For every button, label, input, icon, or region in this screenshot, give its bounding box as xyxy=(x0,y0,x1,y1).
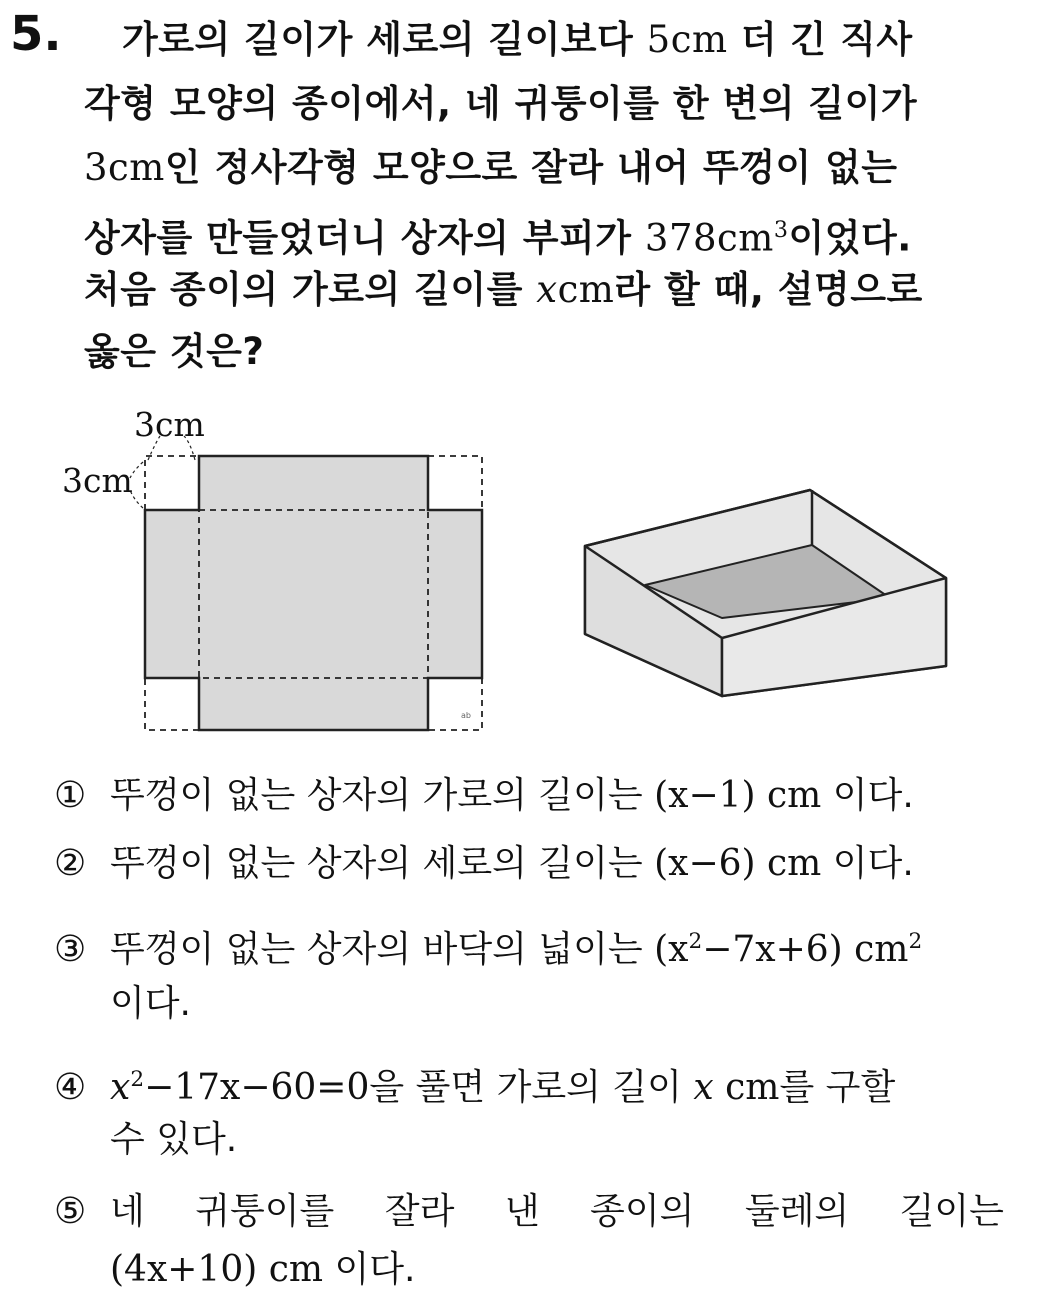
option-4-continued: 수 있다. xyxy=(110,1119,238,1160)
option-5-continued: (4x+10) cm 이다. xyxy=(110,1249,416,1290)
option-1[interactable]: ① 뚜껑이 없는 상자의 가로의 길이는 (x−1) cm 이다. xyxy=(54,775,914,816)
open-box xyxy=(585,490,946,696)
question-line-3: 3cm인 정사각형 모양으로 잘라 내어 뚜껑이 없는 xyxy=(84,146,898,189)
question-line-2: 각형 모양의 종이에서, 네 귀퉁이를 한 변의 길이가 xyxy=(84,82,918,125)
corner-mark: ab xyxy=(461,711,471,720)
question-number: 5. xyxy=(10,6,62,62)
option-5[interactable]: ⑤ 네 귀퉁이를 잘라 낸 종이의 둘레의 길이는 xyxy=(54,1191,1004,1232)
question-line-5: 처음 종이의 가로의 길이를 xcm라 할 때, 설명으로 xyxy=(84,268,923,311)
option-4[interactable]: ④ $x^2-17x-60=0$을 풀면 가로의 길이 x cm를 구할 xyxy=(54,1067,896,1108)
box-net xyxy=(145,456,482,730)
question-line-6: 옳은 것은? xyxy=(84,330,265,373)
label-left-3cm: 3cm xyxy=(62,461,133,500)
option-3[interactable]: ③ 뚜껑이 없는 상자의 바닥의 넓이는 $(x^2-7x+6)$ $cm^2$ xyxy=(54,929,923,970)
label-top-3cm: 3cm xyxy=(134,405,205,444)
figure xyxy=(0,390,1052,740)
option-3-continued: 이다. xyxy=(110,983,191,1024)
question-line-1: 가로의 길이가 세로의 길이보다 5cm 더 긴 직사 xyxy=(122,18,913,61)
option-2[interactable]: ② 뚜껑이 없는 상자의 세로의 길이는 (x−6) cm 이다. xyxy=(54,843,914,884)
question-line-4: 상자를 만들었더니 상자의 부피가 $378cm^3$이었다. xyxy=(84,216,912,260)
